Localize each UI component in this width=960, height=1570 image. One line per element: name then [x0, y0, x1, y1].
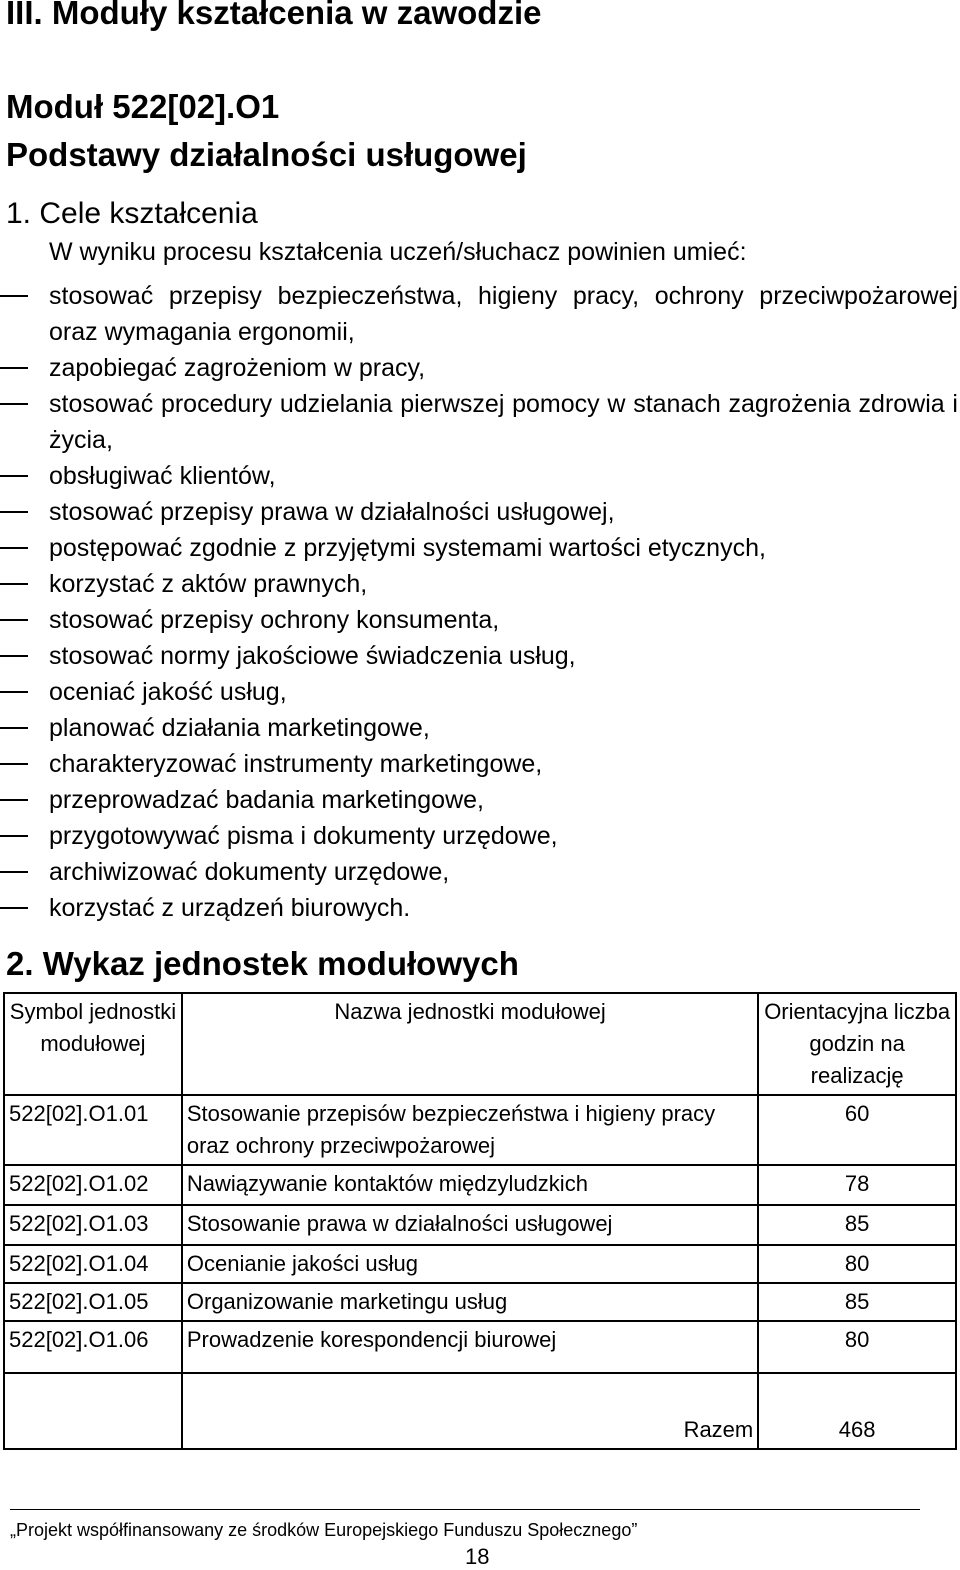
goal-text: charakteryzować instrumenty marketingowe, [49, 750, 543, 778]
dash-bullet-icon [0, 835, 28, 837]
dash-bullet-icon [0, 583, 28, 585]
dash-bullet-icon [0, 871, 28, 873]
table-header-row [4, 993, 956, 1095]
dash-bullet-icon [0, 655, 28, 657]
goal-text: obsługiwać klientów, [49, 462, 276, 490]
cell-name: Stosowanie prawa w działalności usługowej [182, 1205, 758, 1245]
footer-text: „Projekt współfinansowany ze środków Europejskiego Funduszu Społecznego” [10, 1520, 638, 1540]
table-row [4, 1095, 956, 1165]
cell-symbol: 522[02].O1.01 [4, 1095, 182, 1165]
cell-hours: 85 [758, 1205, 956, 1245]
module-title [6, 83, 527, 179]
goal-item [0, 746, 958, 782]
goal-item [0, 386, 958, 458]
dash-bullet-icon [0, 475, 28, 477]
cell-hours: 80 [758, 1321, 956, 1373]
goal-text: stosować przepisy prawa w działalności usługowej, [49, 498, 615, 526]
goal-item [0, 278, 958, 350]
cell-symbol: 522[02].O1.02 [4, 1165, 182, 1205]
table-total-row [4, 1373, 956, 1449]
goal-text: korzystać z urządzeń biurowych. [49, 894, 411, 922]
table-row [4, 1165, 956, 1205]
goal-text: przygotowywać pisma i dokumenty urzędowe, [49, 822, 558, 850]
goal-item [0, 782, 958, 818]
total-label: Razem [182, 1373, 758, 1449]
goal-item [0, 458, 958, 494]
total-empty-cell [4, 1373, 182, 1449]
cell-name: Stosowanie przepisów bezpieczeństwa i higieny pracy oraz ochrony przeciwpożarowej [182, 1095, 758, 1165]
module-name: Podstawy działalności usługowej [6, 136, 527, 173]
header-symbol: Symbol jednostki modułowej [4, 993, 182, 1095]
cell-symbol: 522[02].O1.03 [4, 1205, 182, 1245]
section-heading-units: 2. Wykaz jednostek modułowych [6, 945, 519, 982]
goal-text: planować działania marketingowe, [49, 714, 430, 742]
goal-text: postępować zgodnie z przyjętymi systemami wartości etycznych, [49, 534, 766, 562]
goal-text: stosować normy jakościowe świadczenia usług, [49, 642, 576, 670]
goal-text: oceniać jakość usług, [49, 678, 287, 706]
goal-item [0, 638, 958, 674]
dash-bullet-icon [0, 763, 28, 765]
page-number: 18 [465, 1544, 490, 1569]
module-code: Moduł 522[02].O1 [6, 88, 280, 125]
dash-bullet-icon [0, 799, 28, 801]
goal-text: zapobiegać zagrożeniom w pracy, [49, 354, 426, 382]
cell-hours: 80 [758, 1245, 956, 1283]
table-row [4, 1245, 956, 1283]
total-value: 468 [758, 1373, 956, 1449]
goal-item [0, 674, 958, 710]
table-row [4, 1321, 956, 1373]
dash-bullet-icon [0, 367, 28, 369]
chapter-title: III. Moduły kształcenia w zawodzie [6, 0, 542, 31]
dash-bullet-icon [0, 691, 28, 693]
dash-bullet-icon [0, 547, 28, 549]
header-name: Nazwa jednostki modułowej [182, 993, 758, 1095]
goals-list [0, 278, 958, 926]
section-heading-goals: 1. Cele kształcenia [6, 197, 258, 230]
header-hours: Orientacyjna liczba godzin na realizację [758, 993, 956, 1095]
goal-item [0, 494, 958, 530]
dash-bullet-icon [0, 619, 28, 621]
goal-item [0, 890, 958, 926]
dash-bullet-icon [0, 511, 28, 513]
goal-item [0, 350, 958, 386]
goal-item [0, 530, 958, 566]
cell-hours: 60 [758, 1095, 956, 1165]
goal-item [0, 566, 958, 602]
goals-intro: W wyniku procesu kształcenia uczeń/słuchacz powinien umieć: [49, 238, 747, 266]
units-table [3, 992, 957, 1450]
goal-item [0, 854, 958, 890]
goal-text: stosować przepisy bezpieczeństwa, higieny pracy, ochrony przeciwpożarowej oraz wymagania ergonomii, [49, 282, 958, 346]
cell-symbol: 522[02].O1.06 [4, 1321, 182, 1373]
cell-symbol: 522[02].O1.04 [4, 1245, 182, 1283]
dash-bullet-icon [0, 403, 28, 405]
goal-item [0, 818, 958, 854]
goal-text: archiwizować dokumenty urzędowe, [49, 858, 450, 886]
goal-item [0, 710, 958, 746]
table-row [4, 1283, 956, 1321]
goal-text: stosować przepisy ochrony konsumenta, [49, 606, 500, 634]
cell-name: Nawiązywanie kontaktów międzyludzkich [182, 1165, 758, 1205]
goal-text: korzystać z aktów prawnych, [49, 570, 368, 598]
cell-hours: 85 [758, 1283, 956, 1321]
goal-text: stosować procedury udzielania pierwszej pomocy w stanach zagrożenia zdrowia i życia, [49, 390, 958, 454]
cell-name: Ocenianie jakości usług [182, 1245, 758, 1283]
cell-name: Prowadzenie korespondencji biurowej [182, 1321, 758, 1373]
dash-bullet-icon [0, 295, 28, 297]
table-row [4, 1205, 956, 1245]
goal-text: przeprowadzać badania marketingowe, [49, 786, 484, 814]
cell-name: Organizowanie marketingu usług [182, 1283, 758, 1321]
cell-hours: 78 [758, 1165, 956, 1205]
dash-bullet-icon [0, 727, 28, 729]
dash-bullet-icon [0, 907, 28, 909]
footer-divider [10, 1509, 920, 1510]
cell-symbol: 522[02].O1.05 [4, 1283, 182, 1321]
goal-item [0, 602, 958, 638]
